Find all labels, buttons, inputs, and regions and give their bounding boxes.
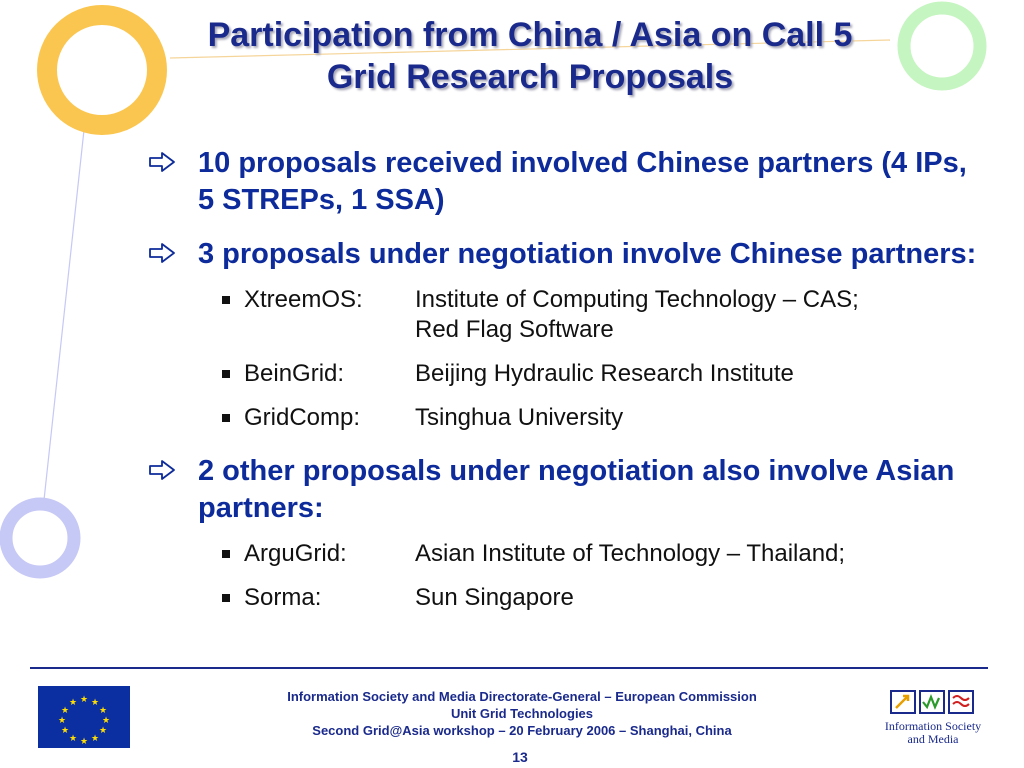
partner-text: Beijing Hydraulic Research Institute	[415, 360, 794, 387]
logo-caption-line-1: Information Society	[884, 719, 982, 733]
footer-line-3: Second Grid@Asia workshop – 20 February 2006 – Shanghai, China	[312, 723, 732, 738]
project-name: XtreemOS:	[244, 286, 363, 313]
slide-title	[150, 14, 910, 98]
footer-text	[230, 688, 814, 739]
partner-text: Institute of Computing Technology – CAS;	[415, 286, 859, 313]
partner-text: Asian Institute of Technology – Thailand;	[415, 540, 846, 567]
square-bullet-icon	[222, 594, 230, 602]
slide-title-line-2: Grid Research Proposals	[326, 58, 734, 96]
sub-bullet-xtreemos	[148, 285, 978, 345]
svg-text:★: ★	[68, 698, 78, 708]
sub-bullet-gridcomp	[148, 403, 978, 433]
eu-flag-logo	[38, 686, 130, 748]
svg-text:★: ★	[60, 706, 70, 716]
svg-text:★: ★	[79, 737, 89, 747]
footer-line-2: Unit Grid Technologies	[450, 706, 594, 721]
square-bullet-icon	[222, 414, 230, 422]
svg-text:★: ★	[68, 734, 78, 744]
bullet-3	[148, 453, 978, 527]
green-ring-decoration	[904, 8, 980, 84]
partner-text: Sun Singapore	[415, 584, 574, 611]
square-bullet-icon	[222, 550, 230, 558]
hollow-arrow-icon	[148, 458, 176, 482]
information-society-logo-icon	[890, 688, 974, 716]
svg-text:★: ★	[90, 698, 100, 708]
svg-text:★: ★	[90, 734, 100, 744]
hollow-arrow-icon	[148, 241, 176, 265]
partner-text: Red Flag Software	[415, 316, 614, 343]
square-bullet-icon	[222, 370, 230, 378]
svg-text:★: ★	[101, 716, 111, 726]
project-name: ArguGrid:	[244, 540, 347, 567]
sub-bullet-argugrid	[148, 539, 978, 569]
orange-ring-decoration	[47, 15, 157, 125]
logo-caption	[878, 720, 988, 746]
hollow-arrow-icon	[148, 150, 176, 174]
bullet-1	[148, 145, 978, 219]
page-number: 13	[512, 749, 528, 765]
project-name: Sorma:	[244, 584, 322, 611]
footer-divider	[30, 667, 988, 669]
bullet-text: 10 proposals received involved Chinese partners (4 IPs, 5 STREPs, 1 SSA)	[198, 147, 967, 216]
svg-text:★: ★	[60, 726, 70, 736]
svg-text:★: ★	[98, 706, 108, 716]
bullet-text: 3 proposals under negotiation involve Chinese partners:	[198, 238, 977, 270]
svg-text:★: ★	[79, 695, 89, 705]
bullet-text: 2 other proposals under negotiation also involve Asian partners:	[198, 455, 955, 524]
project-name: BeinGrid:	[244, 360, 345, 387]
purple-ring-decoration	[6, 504, 74, 572]
partner-text: Tsinghua University	[415, 404, 624, 431]
footer-line-1: Information Society and Media Directorate-General – European Commission	[287, 689, 757, 704]
sub-bullet-beingrid	[148, 359, 978, 389]
eu-stars-icon	[38, 686, 130, 748]
logo-caption-line-2: and Media	[907, 732, 959, 746]
square-bullet-icon	[222, 296, 230, 304]
bullet-2	[148, 236, 978, 273]
svg-text:★: ★	[57, 716, 67, 726]
decorative-line	[44, 130, 84, 500]
slide-title-line-1: Participation from China / Asia on Call 5	[207, 16, 853, 54]
slide-content	[148, 145, 978, 627]
svg-text:★: ★	[98, 726, 108, 736]
information-society-logo	[878, 688, 988, 750]
project-name: GridComp:	[244, 404, 361, 431]
sub-bullet-sorma	[148, 583, 978, 613]
